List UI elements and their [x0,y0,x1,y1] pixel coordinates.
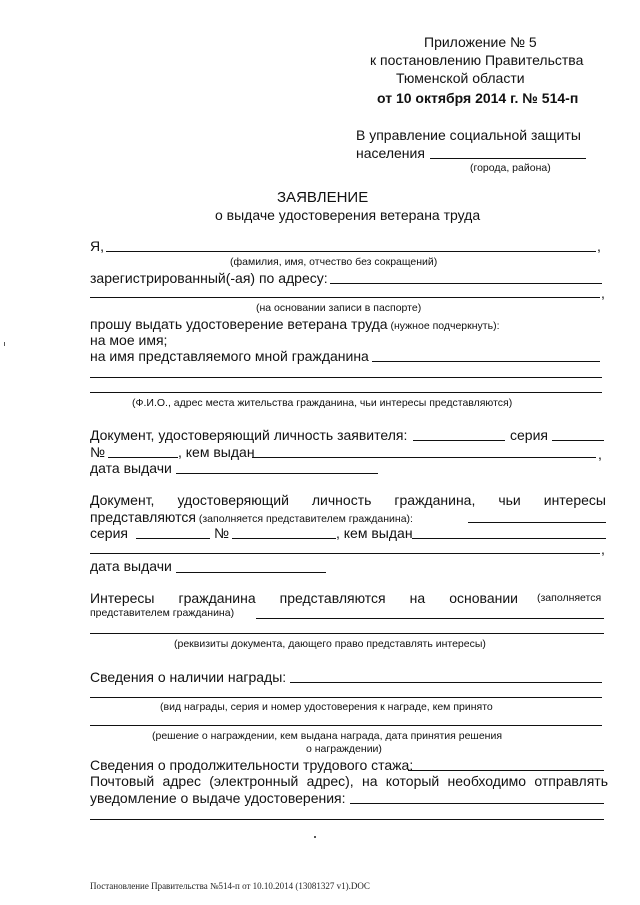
number-field[interactable] [108,457,178,458]
scan-speck [314,836,316,838]
basis-word: на [409,590,426,606]
appendix-number: Приложение № 5 [424,34,537,50]
option-represented[interactable]: на имя представляемого мной гражданина [90,348,369,364]
issued-by-label-2: , кем выдан [336,525,413,541]
document-title: ЗАЯВЛЕНИЕ [277,189,369,206]
doc-applicant-label: Документ, удостоверяющий личность заявителя: [90,427,408,443]
addressee-hint: (города, района) [470,162,551,174]
basis-field[interactable] [256,618,604,619]
notify-field[interactable] [350,803,604,804]
comma-1: , [597,238,601,254]
postal-word: который [385,773,440,789]
award-hint-3: о награждении) [306,743,382,755]
request-line [90,316,499,332]
postal-word: на [361,773,378,789]
filled-by-rep-note: (заполняется представителем гражданина): [195,513,413,525]
represented-label: представляются [90,509,196,525]
series-field[interactable] [552,440,604,441]
postal-word: Почтовый [90,773,155,789]
document-subtitle: о выдаче удостоверения ветерана труда [215,207,481,223]
issue-date-field[interactable] [176,473,378,474]
number-label-2: № [214,525,230,541]
series-field-2[interactable] [136,538,210,539]
request-note: (нужное подчеркнуть): [387,320,500,332]
represented-line [90,509,413,525]
basis-field-2[interactable] [90,633,604,634]
addressee-field[interactable] [430,158,586,159]
doc-rep-word: удостоверяющий [177,492,289,508]
registered-label: зарегистрированный(-ая) по адресу: [90,270,328,286]
comma-2: , [601,285,605,301]
doc-rep-line [90,492,606,508]
represented-field-2[interactable] [90,377,602,378]
addressee-line1: В управление социальной защиты [356,127,581,143]
basis-word: Интересы [90,590,155,606]
issued-by-field[interactable] [252,457,596,458]
issued-by-field-2[interactable] [412,538,606,539]
award-field-2[interactable] [90,697,602,698]
doc-applicant-type-field[interactable] [413,440,505,441]
appendix-region: Тюменской области [396,70,525,86]
postal-word: отправлять [534,773,608,789]
address-field-2[interactable] [90,297,600,298]
basis-note: (заполняется [537,592,602,604]
issue-date-label: дата выдачи [90,460,172,476]
number-label: № [90,444,106,460]
doc-rep-word: личность [311,492,372,508]
doc-rep-word: интересы [543,492,606,508]
doc-rep-word: гражданина, [394,492,476,508]
addressee-line2: населения [356,145,425,161]
notify-field-2[interactable] [90,819,604,820]
represented-hint: (Ф.И.О., адрес места жительства гражданина, чьи интересы представляются) [132,397,513,409]
scan-speck [4,342,5,346]
basis-note-2: представителем гражданина) [90,607,235,619]
award-hint-2: (решение о награждении, кем выдана награда, дата принятия решения [152,730,503,742]
basis-word: гражданина [178,590,256,606]
postal-word: адрес), [306,773,354,789]
postal-word: (электронный [209,773,299,789]
award-hint: (вид награды, серия и номер удостоверения к награде, кем принято [160,701,493,713]
address-field[interactable] [330,283,602,284]
postal-line [90,773,608,789]
represented-field[interactable] [372,361,600,362]
basis-line [90,590,518,606]
doc-rep-word: Документ, [90,492,155,508]
series-label-2: серия [90,525,128,541]
issued-by-label: , кем выдан [178,444,255,460]
series-label: серия [510,427,548,443]
basis-word: основании [449,590,518,606]
postal-word: адрес [162,773,201,789]
passport-hint: (на основании записи в паспорте) [256,302,422,314]
doc-rep-type-field[interactable] [468,522,606,523]
number-field-2[interactable] [232,538,336,539]
basis-word: представляются [279,590,386,606]
postal-word: необходимо [447,773,527,789]
ya-label: Я, [90,238,104,254]
option-self[interactable]: на мое имя; [90,332,168,348]
appendix-date: от 10 октября 2014 г. № 514-п [377,90,579,106]
issue-date-label-2: дата выдачи [90,558,172,574]
experience-field[interactable] [408,770,604,771]
appendix-resolution: к постановлению Правительства [370,52,584,68]
doc-rep-word: чьи [498,492,521,508]
represented-field-3[interactable] [90,392,602,393]
basis-hint: (реквизиты документа, дающего право представлять интересы) [174,638,486,650]
fio-field[interactable] [106,251,596,252]
award-field-3[interactable] [90,725,602,726]
request-main: прошу выдать удостоверение ветерана труда [90,316,388,332]
issue-date-field-2[interactable] [176,572,326,573]
comma-4: , [601,541,605,557]
issued-by-field-2b[interactable] [90,553,600,554]
fio-hint: (фамилия, имя, отчество без сокращений) [230,256,438,268]
comma-3: , [598,446,602,462]
footer-filename: Постановление Правительства №514-п от 10.10.2014 (13081327 v1).DOC [90,881,370,891]
experience-label: Сведения о продолжительности трудового стажа: [90,757,414,773]
notify-label: уведомление о выдаче удостоверения: [90,790,346,806]
award-label: Сведения о наличии награды: [90,669,287,685]
award-field[interactable] [290,682,602,683]
